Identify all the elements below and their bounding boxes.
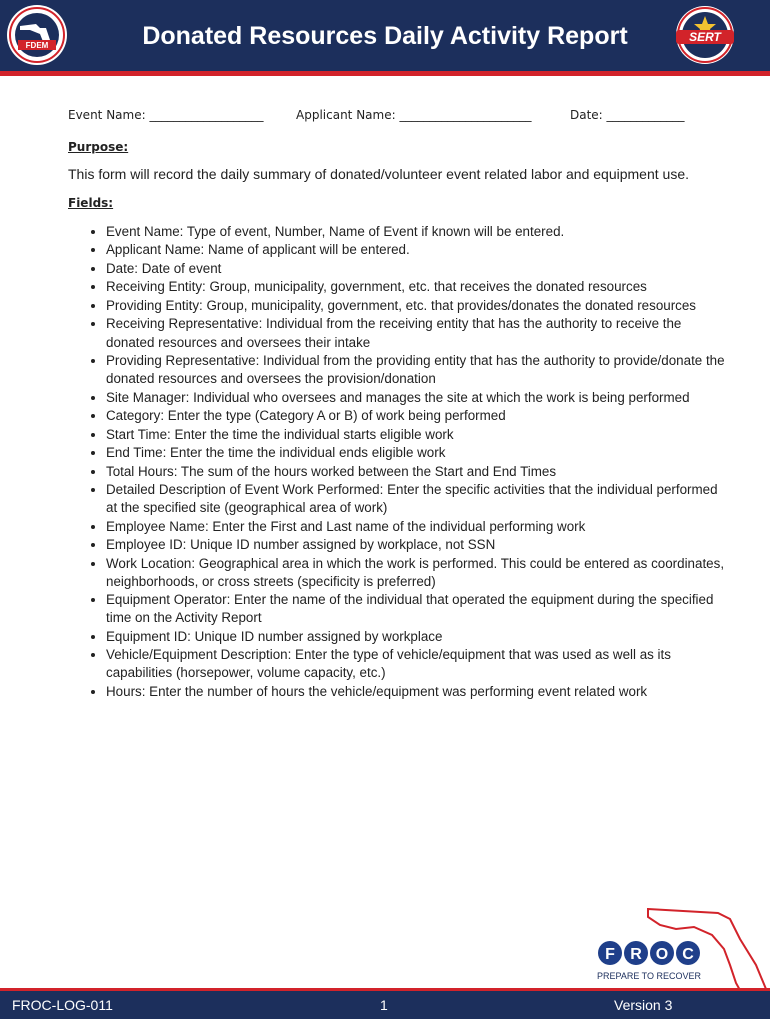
list-item: • Event Name: Type of event, Number, Name of Event if known will be entered. xyxy=(106,223,726,241)
list-item: • Employee Name: Enter the First and Last name of the individual performing work xyxy=(106,518,726,536)
header-banner xyxy=(0,0,770,76)
page-number: 1 xyxy=(380,997,388,1013)
list-item: • Site Manager: Individual who oversees and manages the site at which the work is being performed xyxy=(106,389,726,407)
svg-text:FDEM: FDEM xyxy=(25,41,49,50)
list-item: • Detailed Description of Event Work Performed: Enter the specific activities that the individual performed at the specified site (geographical area of work) xyxy=(106,481,726,517)
version-label: Version 3 xyxy=(614,997,673,1013)
fields-label: Fields: xyxy=(68,196,114,210)
purpose-label: Purpose: xyxy=(68,140,129,154)
list-item: • Work Location: Geographical area in which the work is performed. This could be entered as coordinates, neighborhoods, or cross streets (specificity is preferred) xyxy=(106,555,726,591)
list-item: • Applicant Name: Name of applicant will be entered. xyxy=(106,241,726,259)
list-item: • Receiving Entity: Group, municipality, government, etc. that receives the donated resources xyxy=(106,278,726,296)
list-item: • Start Time: Enter the time the individual starts eligible work xyxy=(106,426,726,444)
list-item: • Employee ID: Unique ID number assigned by workplace, not SSN xyxy=(106,536,726,554)
svg-text:R: R xyxy=(630,946,642,963)
list-item: • End Time: Enter the time the individual ends eligible work xyxy=(106,444,726,462)
footer-bar xyxy=(0,988,770,1019)
list-item: • Category: Enter the type (Category A or B) of work being performed xyxy=(106,407,726,425)
list-item: • Date: Date of event xyxy=(106,260,726,278)
list-item: • Providing Representative: Individual from the providing entity that has the authority to provide/donate the donated resources and oversees the provision/donation xyxy=(106,352,726,388)
sert-badge-logo xyxy=(672,4,738,66)
event-name-field: Event Name: ___________________ xyxy=(68,108,264,122)
purpose-text: This form will record the daily summary of donated/volunteer event related labor and equipment use. xyxy=(68,166,689,182)
svg-text:O: O xyxy=(655,946,669,963)
form-header-fields xyxy=(68,108,708,126)
document-code: FROC-LOG-011 xyxy=(12,997,113,1013)
fields-list xyxy=(68,223,726,701)
list-item: • Total Hours: The sum of the hours worked between the Start and End Times xyxy=(106,463,726,481)
applicant-name-field: Applicant Name: ______________________ xyxy=(296,108,532,122)
svg-text:PREPARE TO RECOVER: PREPARE TO RECOVER xyxy=(596,971,702,981)
svg-text:SERT: SERT xyxy=(689,30,721,44)
list-item: • Equipment ID: Unique ID number assigned by workplace xyxy=(106,628,726,646)
list-item: • Hours: Enter the number of hours the vehicle/equipment was performing event related work xyxy=(106,683,726,701)
page-title: Donated Resources Daily Activity Report xyxy=(142,22,628,50)
list-item: • Receiving Representative: Individual from the receiving entity that has the authority to receive the donated resources and oversees their intake xyxy=(106,315,726,351)
date-field: Date: _____________ xyxy=(570,108,685,122)
list-item: • Vehicle/Equipment Description: Enter the type of vehicle/equipment that was used as well as its capabilities (horsepower, volume capacity, etc.) xyxy=(106,646,726,682)
list-item: • Equipment Operator: Enter the name of the individual that operated the equipment during the specified time on the Activity Report xyxy=(106,591,726,627)
svg-text:F: F xyxy=(605,946,615,963)
svg-text:C: C xyxy=(682,946,694,963)
list-item: • Providing Entity: Group, municipality, government, etc. that provides/donates the donated resources xyxy=(106,297,726,315)
